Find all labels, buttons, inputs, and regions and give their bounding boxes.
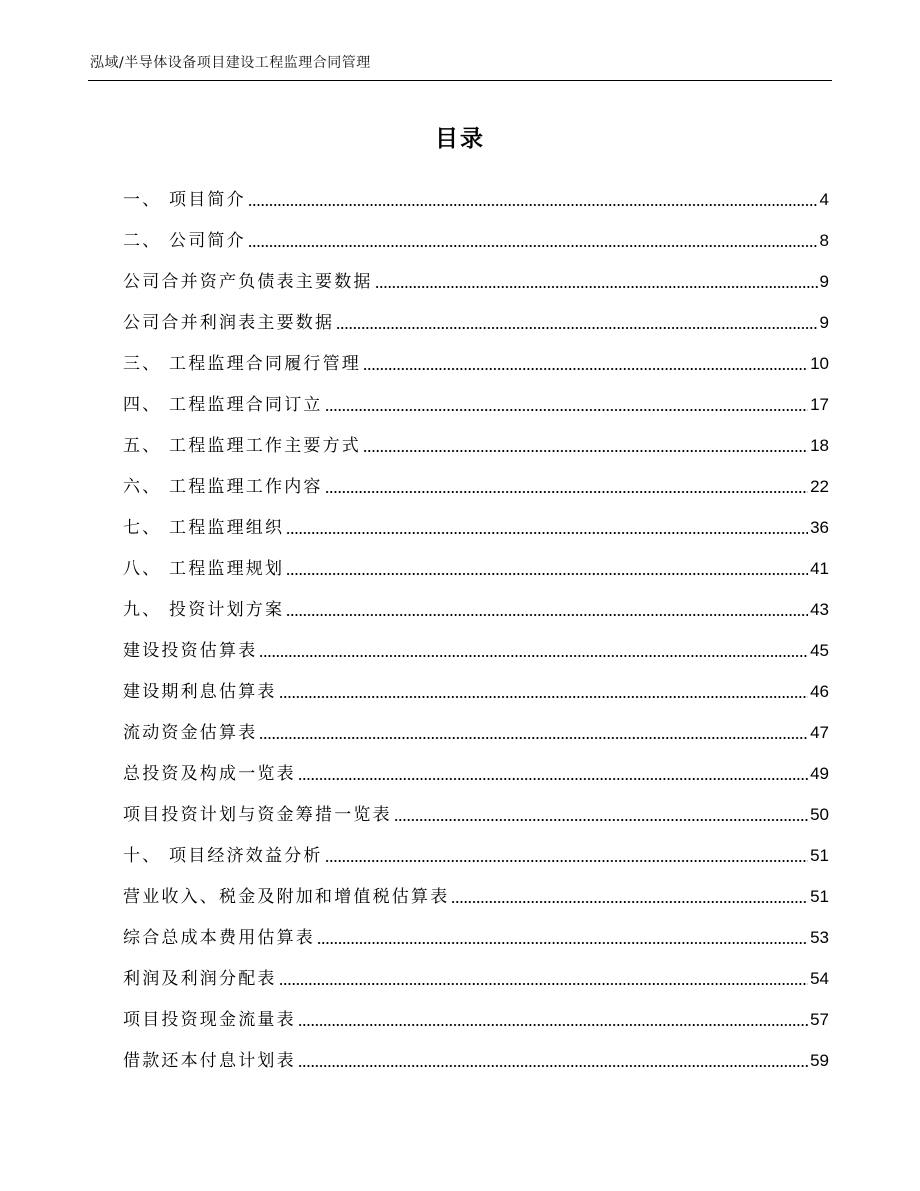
dot-leader (363, 368, 808, 370)
header-divider (88, 80, 832, 81)
dot-leader (325, 491, 808, 493)
toc-entry-label: 五、 工程监理工作主要方式 (123, 436, 362, 456)
toc-entry-page: 51 (810, 887, 829, 906)
toc-entry-label: 八、 工程监理规划 (123, 559, 285, 579)
toc-entry-page: 45 (810, 641, 829, 660)
dot-leader (286, 614, 808, 616)
toc-entry-page: 10 (810, 354, 829, 373)
toc-entry[interactable] (123, 951, 829, 992)
dot-leader (317, 942, 808, 944)
toc-entry-label: 三、 工程监理合同履行管理 (123, 354, 362, 374)
toc-entry-label: 项目投资计划与资金筹措一览表 (123, 805, 392, 825)
dot-leader (248, 245, 818, 247)
toc-entry-page: 43 (810, 600, 829, 619)
toc-entry-page: 47 (810, 723, 829, 742)
dot-leader (375, 286, 818, 288)
running-header: 泓域/半导体设备项目建设工程监理合同管理 (90, 55, 371, 71)
toc-entry-label: 九、 投资计划方案 (123, 600, 285, 620)
toc-entry-page: 59 (810, 1051, 829, 1070)
toc-entry-label: 综合总成本费用估算表 (123, 928, 315, 948)
toc-entry[interactable] (123, 459, 829, 500)
dot-leader (298, 778, 808, 780)
dot-leader (451, 901, 808, 903)
toc-entry-page: 54 (810, 969, 829, 988)
dot-leader (336, 327, 817, 329)
toc-list (123, 172, 829, 1074)
dot-leader (259, 737, 808, 739)
toc-entry[interactable] (123, 500, 829, 541)
dot-leader (286, 573, 808, 575)
toc-entry-label: 项目投资现金流量表 (123, 1010, 296, 1030)
toc-entry[interactable] (123, 746, 829, 787)
dot-leader (394, 819, 808, 821)
toc-entry[interactable] (123, 254, 829, 295)
toc-entry[interactable] (123, 787, 829, 828)
dot-leader (279, 983, 808, 985)
toc-entry-page: 53 (810, 928, 829, 947)
toc-entry-page: 46 (810, 682, 829, 701)
toc-entry-label: 十、 项目经济效益分析 (123, 846, 323, 866)
toc-entry-label: 二、 公司简介 (123, 231, 246, 251)
toc-entry-label: 一、 项目简介 (123, 190, 246, 210)
toc-entry-label: 六、 工程监理工作内容 (123, 477, 323, 497)
toc-entry-page: 22 (810, 477, 829, 496)
toc-entry-label: 四、 工程监理合同订立 (123, 395, 323, 415)
toc-entry[interactable] (123, 828, 829, 869)
toc-entry-page: 17 (810, 395, 829, 414)
toc-entry[interactable] (123, 910, 829, 951)
dot-leader (298, 1024, 808, 1026)
toc-entry-label: 借款还本付息计划表 (123, 1051, 296, 1071)
toc-entry[interactable] (123, 172, 829, 213)
toc-entry-page: 41 (810, 559, 829, 578)
toc-title: 目录 (435, 126, 485, 152)
toc-entry-page: 9 (819, 313, 829, 332)
dot-leader (298, 1065, 808, 1067)
toc-entry[interactable] (123, 664, 829, 705)
dot-leader (363, 450, 808, 452)
toc-entry[interactable] (123, 541, 829, 582)
toc-entry-label: 公司合并利润表主要数据 (123, 313, 335, 333)
toc-entry[interactable] (123, 705, 829, 746)
toc-entry[interactable] (123, 623, 829, 664)
toc-entry[interactable] (123, 418, 829, 459)
dot-leader (325, 860, 808, 862)
toc-entry-label: 建设投资估算表 (123, 641, 258, 661)
toc-entry-label: 营业收入、税金及附加和增值税估算表 (123, 887, 450, 907)
toc-entry[interactable] (123, 213, 829, 254)
dot-leader (279, 696, 808, 698)
toc-entry-page: 18 (810, 436, 829, 455)
toc-entry-page: 36 (810, 518, 829, 537)
toc-entry-label: 建设期利息估算表 (123, 682, 277, 702)
toc-entry-page: 50 (810, 805, 829, 824)
toc-entry[interactable] (123, 992, 829, 1033)
toc-entry-label: 总投资及构成一览表 (123, 764, 296, 784)
toc-entry[interactable] (123, 336, 829, 377)
toc-entry-page: 51 (810, 846, 829, 865)
toc-entry-page: 8 (819, 231, 829, 250)
toc-entry-page: 57 (810, 1010, 829, 1029)
dot-leader (286, 532, 808, 534)
dot-leader (248, 204, 818, 206)
toc-entry[interactable] (123, 377, 829, 418)
toc-entry-label: 公司合并资产负债表主要数据 (123, 272, 373, 292)
toc-entry[interactable] (123, 582, 829, 623)
toc-entry[interactable] (123, 295, 829, 336)
toc-entry-page: 4 (819, 190, 829, 209)
toc-entry-page: 49 (810, 764, 829, 783)
dot-leader (259, 655, 808, 657)
toc-entry[interactable] (123, 869, 829, 910)
dot-leader (325, 409, 808, 411)
toc-entry-label: 七、 工程监理组织 (123, 518, 285, 538)
toc-entry-label: 利润及利润分配表 (123, 969, 277, 989)
toc-entry[interactable] (123, 1033, 829, 1074)
toc-entry-page: 9 (819, 272, 829, 291)
toc-entry-label: 流动资金估算表 (123, 723, 258, 743)
